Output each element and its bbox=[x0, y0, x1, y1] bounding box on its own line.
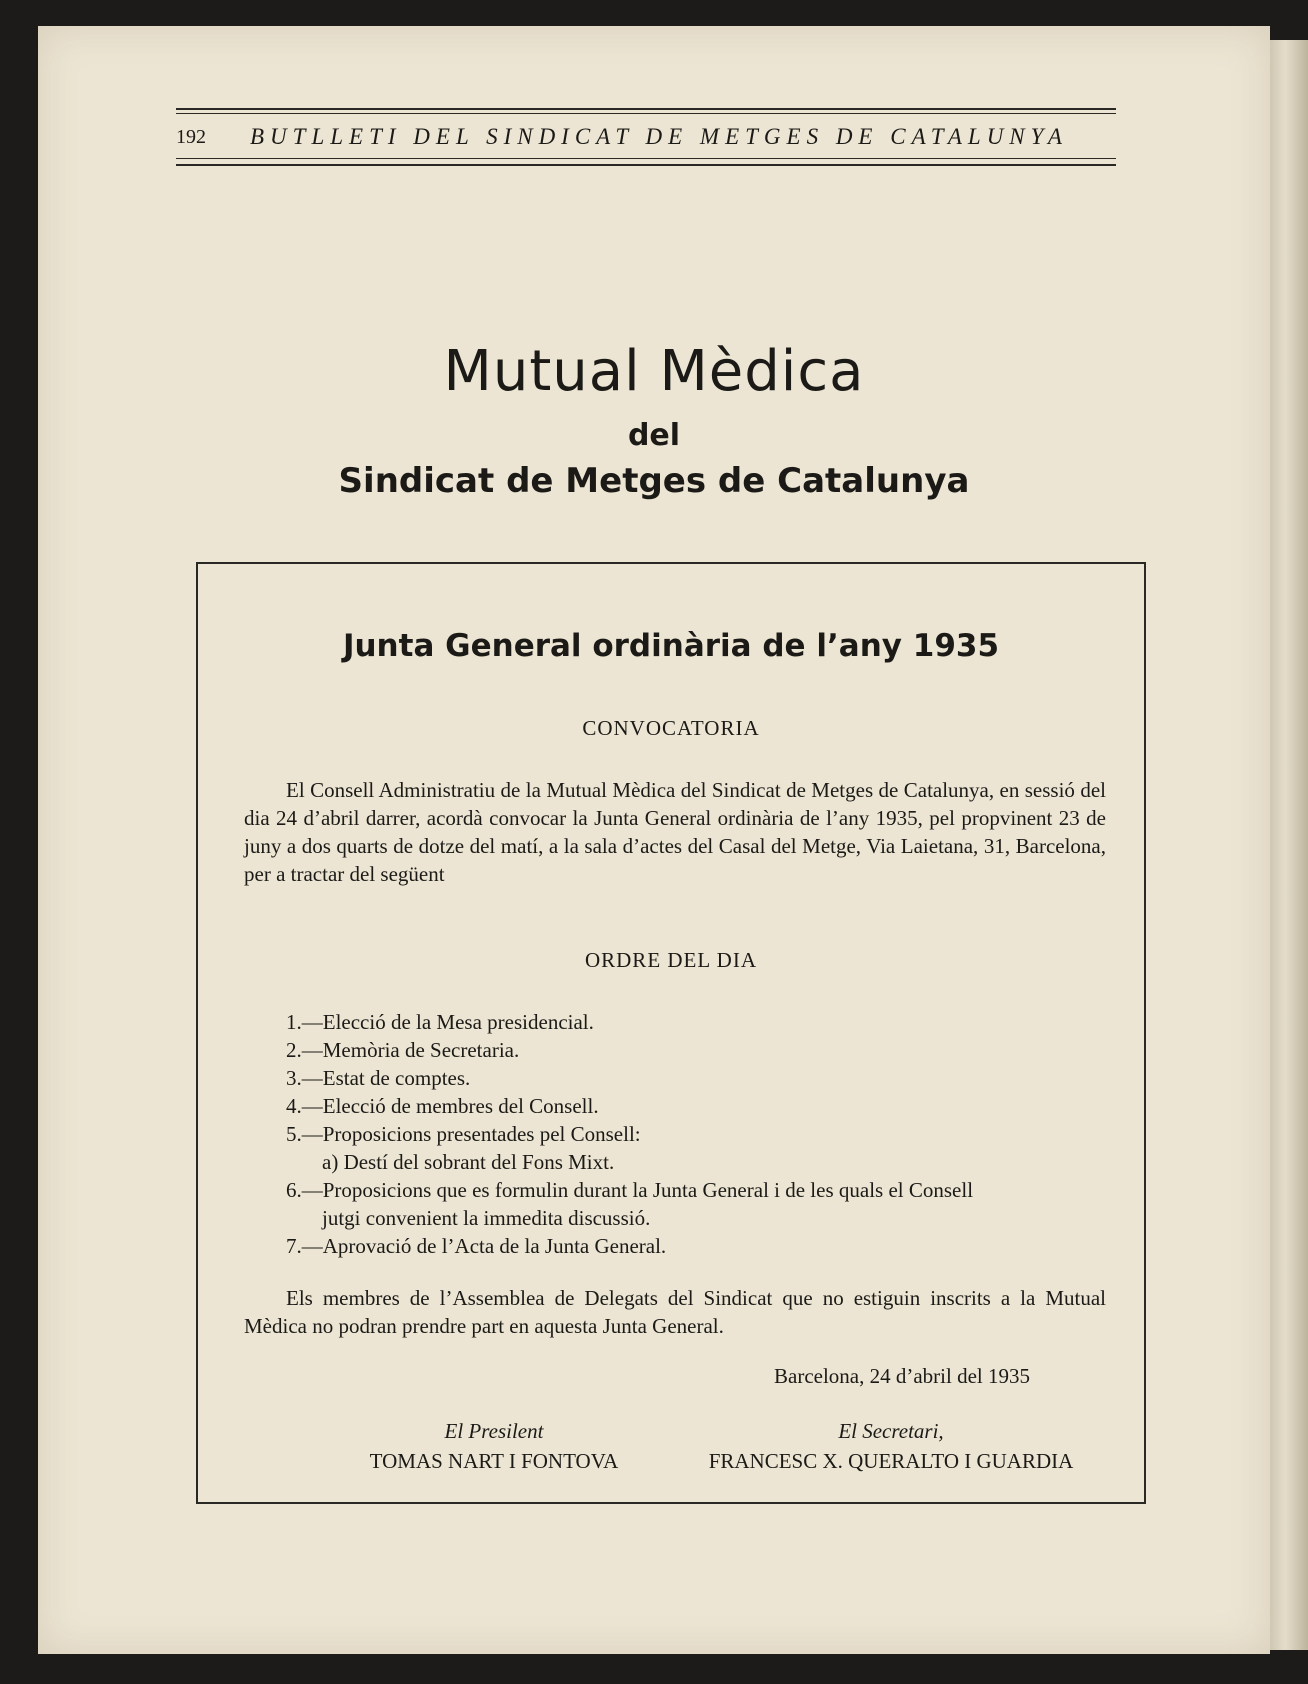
journal-title: BUTLLETI DEL SINDICAT DE METGES DE CATALUNYA bbox=[250, 124, 1068, 149]
agenda-item: 5.—Proposicions presentades pel Consell: bbox=[286, 1122, 641, 1146]
agenda-item: 3.—Estat de comptes. bbox=[286, 1066, 471, 1090]
agenda-subitem: a) Destí del sobrant del Fons Mixt. bbox=[322, 1150, 615, 1174]
agenda-item: 1.—Elecció de la Mesa presidencial. bbox=[286, 1010, 594, 1034]
agenda-item: 6.—Proposicions que es formulin durant la Junta General i de les quals el Consell bbox=[286, 1178, 974, 1202]
agenda-item: 7.—Aprovació de l’Acta de la Junta General. bbox=[286, 1234, 667, 1258]
convocation-paragraph: El Consell Administratiu de la Mutual Mèdica del Sindicat de Metges de Catalunya, en sessió del dia 24 d’abril darrer, acordà convocar la Junta General ordinària de l’any 1935, pel propvinent 23 de juny a dos quarts de dotze del matí, a la sala d’actes del Casal del Metge, Via Laietana, 31, Barcelona, per a tractar del següent bbox=[244, 778, 1106, 886]
agenda-item: 4.—Elecció de membres del Consell. bbox=[286, 1094, 599, 1118]
header-rule bbox=[176, 164, 1116, 166]
secretary-role: El Secretari, bbox=[838, 1419, 944, 1443]
page-subtitle: Sindicat de Metges de Catalunya bbox=[338, 461, 970, 501]
notice-heading: Junta General ordinària de l’any 1935 bbox=[342, 628, 1000, 664]
notice-box bbox=[196, 562, 1146, 1504]
agenda-item: 2.—Memòria de Secretaria. bbox=[286, 1038, 520, 1062]
page-title: Mutual Mèdica bbox=[443, 339, 865, 404]
agenda-list bbox=[286, 1008, 1106, 1260]
president-name: TOMAS NART I FONTOVA bbox=[369, 1449, 619, 1473]
secretary-name: FRANCESC X. QUERALTO I GUARDIA bbox=[708, 1449, 1074, 1473]
agenda-item-continuation: jutgi convenient la immedita discussió. bbox=[322, 1206, 651, 1230]
president-signature bbox=[304, 1416, 684, 1476]
page-edge bbox=[1270, 40, 1308, 1650]
date-line: Barcelona, 24 d’abril del 1935 bbox=[774, 1364, 1030, 1388]
secretary-signature bbox=[666, 1416, 1116, 1476]
running-head bbox=[176, 108, 1116, 188]
title-connector: del bbox=[627, 418, 681, 453]
header-rule bbox=[176, 113, 1116, 114]
members-note: Els membres de l’Assemblea de Delegats del Sindicat que no estiguin inscrits a la Mutual Mèdica no podran prendre part en aquesta Junta General. bbox=[244, 1286, 1106, 1338]
president-role: El Presilent bbox=[444, 1419, 544, 1443]
ordre-del-dia-label: ORDRE DEL DIA bbox=[584, 948, 758, 972]
title-block bbox=[0, 340, 1308, 502]
page-number: 192 bbox=[176, 126, 206, 148]
header-rule bbox=[176, 158, 1116, 159]
convocatoria-label: CONVOCATORIA bbox=[582, 716, 760, 740]
header-rule bbox=[176, 108, 1116, 110]
